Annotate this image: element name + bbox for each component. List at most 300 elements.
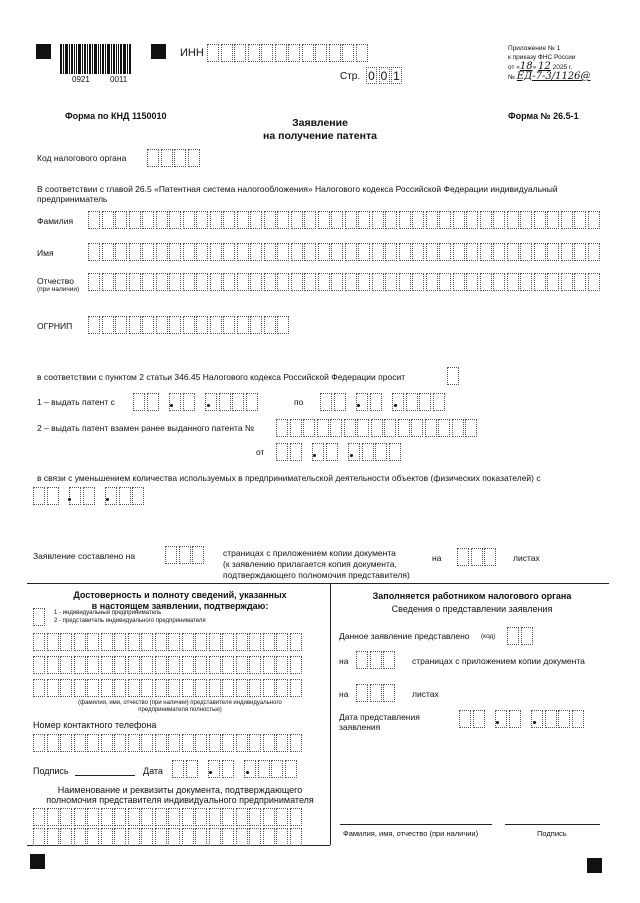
input-cell[interactable] (129, 273, 141, 291)
input-cell[interactable] (399, 273, 411, 291)
representative-fio-row-3[interactable] (33, 679, 303, 697)
input-cell[interactable] (574, 243, 586, 261)
submission-date-field[interactable] (459, 710, 585, 728)
date-dot (350, 454, 353, 457)
input-cell[interactable] (385, 211, 397, 229)
input-cell[interactable] (142, 243, 154, 261)
input-cell[interactable] (101, 808, 113, 826)
input-cell[interactable] (33, 656, 45, 674)
input-cell[interactable] (102, 211, 114, 229)
input-cell[interactable] (128, 679, 140, 697)
input-cell[interactable] (276, 656, 288, 674)
input-cell[interactable] (209, 828, 221, 846)
input-cell[interactable] (168, 633, 180, 651)
input-cell[interactable] (60, 633, 72, 651)
input-cell[interactable] (195, 828, 207, 846)
input-cell[interactable] (264, 273, 276, 291)
input-cell[interactable] (129, 243, 141, 261)
input-cell[interactable] (412, 243, 424, 261)
input-cell[interactable] (561, 273, 573, 291)
input-cell[interactable] (141, 808, 153, 826)
input-cell[interactable] (209, 656, 221, 674)
input-cell[interactable] (128, 808, 140, 826)
input-cell[interactable] (210, 316, 222, 334)
input-cell[interactable] (60, 828, 72, 846)
input-cell[interactable] (222, 656, 234, 674)
request-option-field[interactable] (447, 367, 461, 385)
input-cell[interactable] (318, 211, 330, 229)
sheets-count-field[interactable] (457, 548, 498, 566)
input-cell[interactable] (264, 316, 276, 334)
input-cell[interactable] (237, 316, 249, 334)
input-cell[interactable] (195, 808, 207, 826)
input-cell[interactable] (588, 243, 600, 261)
input-cell[interactable] (263, 734, 275, 752)
input-cell[interactable] (480, 243, 492, 261)
input-cell[interactable] (223, 273, 235, 291)
input-cell[interactable] (47, 633, 59, 651)
right-pages-label: страницах с приложением копии документа (412, 656, 585, 666)
input-cell[interactable] (101, 828, 113, 846)
input-cell[interactable] (290, 633, 302, 651)
input-cell[interactable] (399, 243, 411, 261)
input-cell[interactable] (156, 243, 168, 261)
input-cell[interactable] (155, 656, 167, 674)
input-cell[interactable] (249, 828, 261, 846)
input-cell[interactable] (331, 211, 343, 229)
input-cell[interactable] (249, 633, 261, 651)
input-cell[interactable] (250, 316, 262, 334)
input-cell[interactable] (222, 633, 234, 651)
date-dot (313, 454, 316, 457)
field-dot (106, 498, 109, 501)
sign-date-field[interactable] (172, 760, 298, 778)
input-cell[interactable] (129, 211, 141, 229)
submitted-label: Данное заявление представлено (339, 631, 470, 641)
input-cell[interactable] (547, 243, 559, 261)
input-cell[interactable] (263, 633, 275, 651)
input-cell[interactable] (222, 828, 234, 846)
input-cell[interactable] (141, 656, 153, 674)
input-cell[interactable] (574, 273, 586, 291)
input-cell[interactable] (588, 211, 600, 229)
input-cell[interactable] (141, 734, 153, 752)
annex-no: № (508, 74, 515, 81)
input-cell[interactable] (156, 211, 168, 229)
name-field[interactable] (88, 243, 601, 261)
input-cell[interactable] (101, 734, 113, 752)
input-cell[interactable] (47, 808, 59, 826)
input-cell[interactable] (210, 211, 222, 229)
input-cell[interactable] (249, 656, 261, 674)
document-row-2[interactable] (33, 828, 303, 846)
input-cell[interactable] (250, 211, 262, 229)
input-cell[interactable] (155, 679, 167, 697)
input-cell[interactable] (412, 211, 424, 229)
input-cell[interactable] (101, 679, 113, 697)
input-cell[interactable] (385, 273, 397, 291)
input-cell[interactable] (87, 633, 99, 651)
input-cell[interactable] (141, 828, 153, 846)
previous-patent-number[interactable] (276, 419, 479, 437)
input-cell[interactable] (480, 211, 492, 229)
submission-date-label-1: Дата представления (339, 712, 420, 722)
input-cell[interactable] (33, 808, 45, 826)
input-cell[interactable] (168, 808, 180, 826)
input-cell[interactable] (88, 316, 100, 334)
input-cell[interactable] (534, 273, 546, 291)
officer-fio-line[interactable] (340, 824, 492, 825)
input-cell[interactable] (114, 808, 126, 826)
input-cell[interactable] (168, 734, 180, 752)
input-cell[interactable] (534, 211, 546, 229)
input-cell[interactable] (222, 808, 234, 826)
input-cell[interactable] (142, 273, 154, 291)
input-cell[interactable] (195, 633, 207, 651)
input-cell[interactable] (290, 734, 302, 752)
input-cell[interactable] (453, 243, 465, 261)
input-cell[interactable] (88, 211, 100, 229)
input-cell[interactable] (102, 243, 114, 261)
input-cell[interactable] (277, 316, 289, 334)
input-cell[interactable] (345, 243, 357, 261)
input-cell[interactable] (74, 633, 86, 651)
input-cell[interactable] (466, 273, 478, 291)
input-cell[interactable] (439, 243, 451, 261)
right-sheets-label: листах (412, 689, 439, 699)
input-cell[interactable] (195, 679, 207, 697)
input-cell[interactable] (115, 316, 127, 334)
input-cell[interactable] (290, 808, 302, 826)
pages-note-1: страницах с приложением копии документа (223, 548, 396, 558)
input-cell[interactable] (210, 273, 222, 291)
patronymic-field[interactable] (88, 273, 601, 291)
input-cell[interactable] (561, 211, 573, 229)
input-cell[interactable] (290, 828, 302, 846)
input-cell[interactable] (209, 633, 221, 651)
input-cell[interactable] (318, 243, 330, 261)
input-cell[interactable] (47, 679, 59, 697)
input-cell[interactable] (561, 243, 573, 261)
tax-code-label: Код налогового органа (37, 153, 127, 163)
input-cell[interactable] (168, 656, 180, 674)
input-cell[interactable] (223, 211, 235, 229)
input-cell[interactable] (439, 273, 451, 291)
patent-start-date[interactable] (133, 393, 259, 411)
input-cell[interactable] (47, 656, 59, 674)
input-cell[interactable] (331, 273, 343, 291)
input-cell[interactable] (277, 211, 289, 229)
ogrnip-field[interactable] (88, 316, 291, 334)
signer-type-field[interactable] (33, 608, 47, 626)
input-cell[interactable] (277, 243, 289, 261)
input-cell[interactable] (183, 211, 195, 229)
input-cell[interactable] (250, 243, 262, 261)
input-cell[interactable] (236, 679, 248, 697)
input-cell[interactable] (223, 316, 235, 334)
input-cell[interactable] (276, 808, 288, 826)
input-cell[interactable] (182, 656, 194, 674)
input-cell[interactable] (290, 679, 302, 697)
input-cell[interactable] (115, 211, 127, 229)
input-cell[interactable] (209, 734, 221, 752)
document-row-1[interactable] (33, 808, 303, 826)
tax-code-field[interactable] (147, 149, 201, 167)
input-cell[interactable] (88, 273, 100, 291)
input-cell[interactable] (155, 828, 167, 846)
input-cell[interactable] (114, 734, 126, 752)
surname-field[interactable] (88, 211, 601, 229)
input-cell[interactable] (507, 273, 519, 291)
input-cell[interactable] (426, 273, 438, 291)
input-cell[interactable] (183, 273, 195, 291)
input-cell[interactable] (223, 243, 235, 261)
input-cell[interactable] (74, 679, 86, 697)
input-cell[interactable] (101, 656, 113, 674)
right-on-label-2: на (339, 689, 349, 699)
input-cell[interactable] (358, 211, 370, 229)
input-cell[interactable] (249, 734, 261, 752)
input-cell[interactable] (114, 828, 126, 846)
input-cell[interactable] (33, 679, 45, 697)
input-cell[interactable] (249, 679, 261, 697)
input-cell[interactable] (195, 656, 207, 674)
title-line-2: на получение патента (263, 130, 377, 142)
input-cell[interactable] (399, 211, 411, 229)
input-cell[interactable] (155, 633, 167, 651)
input-cell[interactable] (168, 828, 180, 846)
input-cell[interactable] (182, 633, 194, 651)
right-title: Заполняется работником налогового органа (372, 591, 572, 601)
input-cell[interactable] (209, 808, 221, 826)
input-cell[interactable] (318, 273, 330, 291)
input-cell[interactable] (33, 828, 45, 846)
previous-patent-date[interactable] (276, 443, 402, 461)
input-cell[interactable] (237, 273, 249, 291)
input-cell[interactable] (101, 633, 113, 651)
input-cell[interactable] (493, 243, 505, 261)
input-cell[interactable] (33, 734, 45, 752)
input-cell[interactable] (453, 211, 465, 229)
input-cell[interactable] (263, 679, 275, 697)
input-cell[interactable] (439, 211, 451, 229)
input-cell[interactable] (588, 273, 600, 291)
input-cell[interactable] (129, 316, 141, 334)
input-cell[interactable] (237, 211, 249, 229)
input-cell[interactable] (196, 316, 208, 334)
input-cell[interactable] (236, 828, 248, 846)
input-cell[interactable] (222, 734, 234, 752)
input-cell[interactable] (304, 243, 316, 261)
input-cell[interactable] (507, 243, 519, 261)
left-title-2: в настоящем заявлении, подтверждаю: (91, 601, 269, 611)
phone-label: Номер контактного телефона (33, 720, 157, 730)
input-cell[interactable] (466, 243, 478, 261)
input-cell[interactable] (169, 316, 181, 334)
input-cell[interactable] (102, 316, 114, 334)
sign-line[interactable] (75, 775, 135, 776)
input-cell[interactable] (385, 243, 397, 261)
input-cell[interactable] (291, 273, 303, 291)
input-cell[interactable] (128, 734, 140, 752)
input-cell[interactable] (115, 243, 127, 261)
input-cell[interactable] (87, 828, 99, 846)
input-cell[interactable] (222, 679, 234, 697)
input-cell[interactable] (196, 211, 208, 229)
input-cell[interactable] (534, 243, 546, 261)
input-cell[interactable] (520, 243, 532, 261)
right-sheets-field[interactable] (356, 684, 397, 702)
input-cell[interactable] (276, 828, 288, 846)
input-cell[interactable] (507, 211, 519, 229)
input-cell[interactable] (155, 808, 167, 826)
input-cell[interactable] (264, 243, 276, 261)
input-cell[interactable] (263, 808, 275, 826)
submission-code-field[interactable] (507, 627, 534, 645)
input-cell[interactable] (358, 273, 370, 291)
annex-hand-month: 12 (538, 61, 551, 72)
input-cell[interactable] (209, 679, 221, 697)
input-cell[interactable] (74, 808, 86, 826)
reduction-field[interactable] (33, 487, 146, 505)
input-cell[interactable] (453, 273, 465, 291)
input-cell[interactable] (182, 808, 194, 826)
column-divider (330, 583, 331, 845)
input-cell[interactable] (276, 633, 288, 651)
input-cell[interactable] (60, 734, 72, 752)
input-cell[interactable] (210, 243, 222, 261)
input-cell[interactable] (358, 243, 370, 261)
input-cell[interactable] (236, 633, 248, 651)
input-cell[interactable] (264, 211, 276, 229)
input-cell[interactable] (304, 273, 316, 291)
input-cell[interactable] (60, 679, 72, 697)
inn-field[interactable] (207, 44, 369, 62)
input-cell[interactable] (142, 316, 154, 334)
right-pages-field[interactable] (356, 651, 397, 669)
input-cell[interactable] (182, 828, 194, 846)
input-cell[interactable] (520, 273, 532, 291)
input-cell[interactable] (372, 243, 384, 261)
page-digit-3: 1 (391, 67, 402, 84)
input-cell[interactable] (547, 211, 559, 229)
input-cell[interactable] (196, 273, 208, 291)
input-cell[interactable] (520, 211, 532, 229)
input-cell[interactable] (249, 808, 261, 826)
input-cell[interactable] (168, 679, 180, 697)
input-cell[interactable] (412, 273, 424, 291)
input-cell[interactable] (88, 243, 100, 261)
pages-count-field[interactable] (165, 546, 206, 564)
input-cell[interactable] (183, 243, 195, 261)
input-cell[interactable] (291, 243, 303, 261)
input-cell[interactable] (195, 734, 207, 752)
representative-fio-row-2[interactable] (33, 656, 303, 674)
input-cell[interactable] (236, 734, 248, 752)
phone-field[interactable] (33, 734, 303, 752)
input-cell[interactable] (47, 828, 59, 846)
input-cell[interactable] (74, 828, 86, 846)
input-cell[interactable] (276, 734, 288, 752)
input-cell[interactable] (263, 656, 275, 674)
input-cell[interactable] (493, 273, 505, 291)
input-cell[interactable] (372, 211, 384, 229)
input-cell[interactable] (466, 211, 478, 229)
input-cell[interactable] (372, 273, 384, 291)
input-cell[interactable] (74, 734, 86, 752)
input-cell[interactable] (87, 679, 99, 697)
input-cell[interactable] (331, 243, 343, 261)
input-cell[interactable] (547, 273, 559, 291)
input-cell[interactable] (236, 656, 248, 674)
input-cell[interactable] (183, 316, 195, 334)
input-cell[interactable] (114, 633, 126, 651)
input-cell[interactable] (182, 734, 194, 752)
input-cell[interactable] (142, 211, 154, 229)
sign-label: Подпись (33, 766, 69, 776)
input-cell[interactable] (345, 211, 357, 229)
input-cell[interactable] (33, 633, 45, 651)
input-cell[interactable] (237, 243, 249, 261)
input-cell[interactable] (141, 633, 153, 651)
input-cell[interactable] (115, 273, 127, 291)
input-cell[interactable] (169, 273, 181, 291)
input-cell[interactable] (493, 211, 505, 229)
input-cell[interactable] (304, 211, 316, 229)
input-cell[interactable] (87, 734, 99, 752)
input-cell[interactable] (291, 211, 303, 229)
input-cell[interactable] (345, 273, 357, 291)
representative-fio-row-1[interactable] (33, 633, 303, 651)
input-cell[interactable] (426, 211, 438, 229)
input-cell[interactable] (236, 808, 248, 826)
input-cell[interactable] (156, 316, 168, 334)
input-cell[interactable] (114, 656, 126, 674)
officer-sign-line[interactable] (505, 824, 600, 825)
input-cell[interactable] (87, 808, 99, 826)
input-cell[interactable] (155, 734, 167, 752)
input-cell[interactable] (87, 656, 99, 674)
input-cell[interactable] (128, 633, 140, 651)
input-cell[interactable] (277, 273, 289, 291)
input-cell[interactable] (128, 828, 140, 846)
input-cell[interactable] (250, 273, 262, 291)
input-cell[interactable] (574, 211, 586, 229)
input-cell[interactable] (169, 211, 181, 229)
input-cell[interactable] (156, 273, 168, 291)
input-cell[interactable] (182, 679, 194, 697)
patent-end-date[interactable] (320, 393, 446, 411)
input-cell[interactable] (276, 679, 288, 697)
input-cell[interactable] (169, 243, 181, 261)
input-cell[interactable] (60, 808, 72, 826)
code-note: (код) (481, 633, 496, 640)
input-cell[interactable] (74, 656, 86, 674)
input-cell[interactable] (480, 273, 492, 291)
annex-from: от « (508, 64, 520, 71)
input-cell[interactable] (47, 734, 59, 752)
input-cell[interactable] (114, 679, 126, 697)
input-cell[interactable] (263, 828, 275, 846)
input-cell[interactable] (128, 656, 140, 674)
input-cell[interactable] (196, 243, 208, 261)
input-cell[interactable] (290, 656, 302, 674)
annex-line-1: Приложение № 1 (508, 45, 561, 52)
input-cell[interactable] (102, 273, 114, 291)
input-cell[interactable] (60, 656, 72, 674)
input-cell[interactable] (426, 243, 438, 261)
input-cell[interactable] (141, 679, 153, 697)
